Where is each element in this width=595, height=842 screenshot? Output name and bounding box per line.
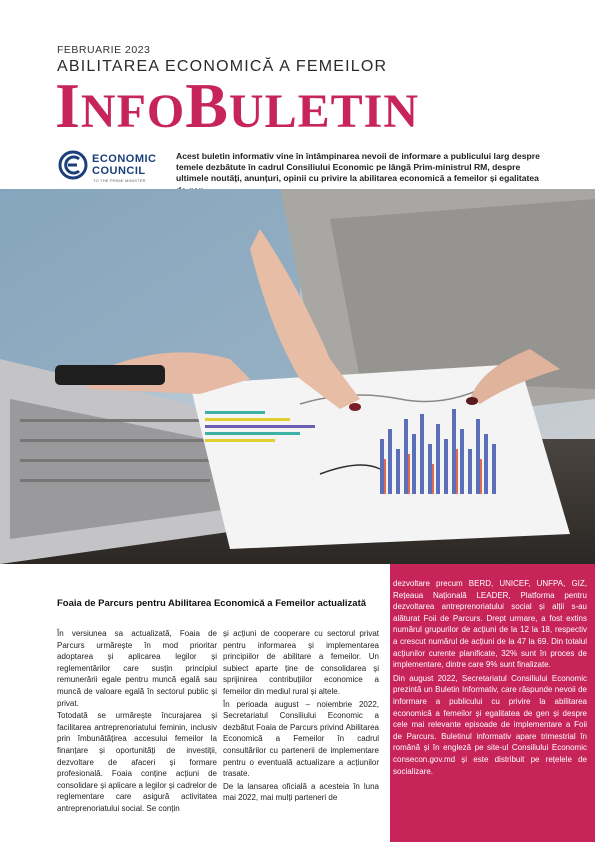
title-cap-2: B [185,70,229,141]
article-paragraph: și acțiuni de cooperare cu sectorul privat pentru informarea și implementarea principiilor de abilitare a femeilor. Un subiect aparte ține de consolidarea și sprijinirea contribuțiilor economice a femeilor din mediul rural și altele. [223,629,379,696]
article-title: Foaia de Parcurs pentru Abilitarea Economică a Femeilor actualizată [57,598,367,609]
article-column-2 [223,628,379,805]
article-column-1 [57,628,217,816]
logo-text-economic: ECONOMIC [92,153,157,165]
article-paragraph: dezvoltare precum BERD, UNICEF, UNFPA, GIZ, Rețeaua Națională LEADER, Platforma pentru dezvoltarea antreprenoriatului social și alții s-au alăturat Foii de Parcurs. Drept urmare, a fost extins numărul grupurilor de acțiuni de la 12 la 18, respectiv a crescut numărul de acțiuni de la 47 la 69. Din totalul acțiunilor curente planificate, 32% sunt în proces de implementare, dintre care 9% sunt finalizate. [393,579,587,670]
logo-text-council: COUNCIL [92,165,146,177]
issue-date: FEBRUARIE 2023 [57,44,151,56]
title-rest-2: ULETIN [228,85,419,138]
logo-text-tagline: TO THE PRIME MINISTER [93,178,146,183]
cover-photo [0,189,595,564]
newsletter-subtitle: ABILITAREA ECONOMICĂ A FEMEILOR [57,58,388,75]
article-paragraph: De la lansarea oficială a acesteia în luna mai 2022, mai mulți parteneri de [223,781,379,803]
intro-paragraph: Acest buletin informativ vine în întâmpinarea nevoii de informare a publicului larg despre temele dezbătute în cadrul Consiliului Economic pe lângă Prim-ministrul RM, despre ultimele noutăți, anunțuri, opinii cu privire la abilitarea economică a femeilor și egalitatea [176,151,540,184]
cover-photo-illustration [0,189,595,564]
article-paragraph: Din august 2022, Secretariatul Consiliului Economic prezintă un Buletin Informativ, care răspunde nevoii de informare a publicului cu privire la abilitarea economică a femeilor și egalitatea de gen și despre cele mai relevante episoade de implementare a Foii de Parcurs. Buletinul informativ apare trimestrial în română și în engleză pe site-ul Consiliului Economic consecon.gov.md și este distribuit pe rețelele de socializare. [393,673,587,776]
newsletter-title [55,70,419,141]
article-paragraph: În perioada august – noiembrie 2022, Secretariatul Consiliului Economic a dezbătut Foaia de Parcurs privind Abilitarea Economică a Femeilor în cadrul consultărilor cu partenerii de implementare pentru o eventuală actualizare a acțiunilor trasate. [223,699,379,779]
article-paragraph: Totodată se urmărește încurajarea și facilitarea antreprenoriatului feminin, inclusiv prin îmbunătățirea accesului femeilor la finanțare și oportunități de investiții, dezvoltare de afaceri și formare profesională. Foaia conține acțiuni de consolidare și aplicare a legilor și cadrelor de reglementare care asigură activitatea antreprenoriatului social. Se conțin [57,711,217,813]
article-paragraph: În versiunea sa actualizată, Foaia de Parcurs urmărește în mod prioritar adoptarea și aplicarea legilor și reglementărilor care susțin principiul remunerării egale pentru muncă egală sau muncă de valoare egală în sectorul public și privat. [57,629,217,708]
article-column-3 [393,578,587,779]
title-cap-1: I [55,70,81,141]
title-rest-1: NFO [80,85,186,138]
economic-council-logo-icon [58,150,88,180]
economic-council-logo [58,150,168,184]
